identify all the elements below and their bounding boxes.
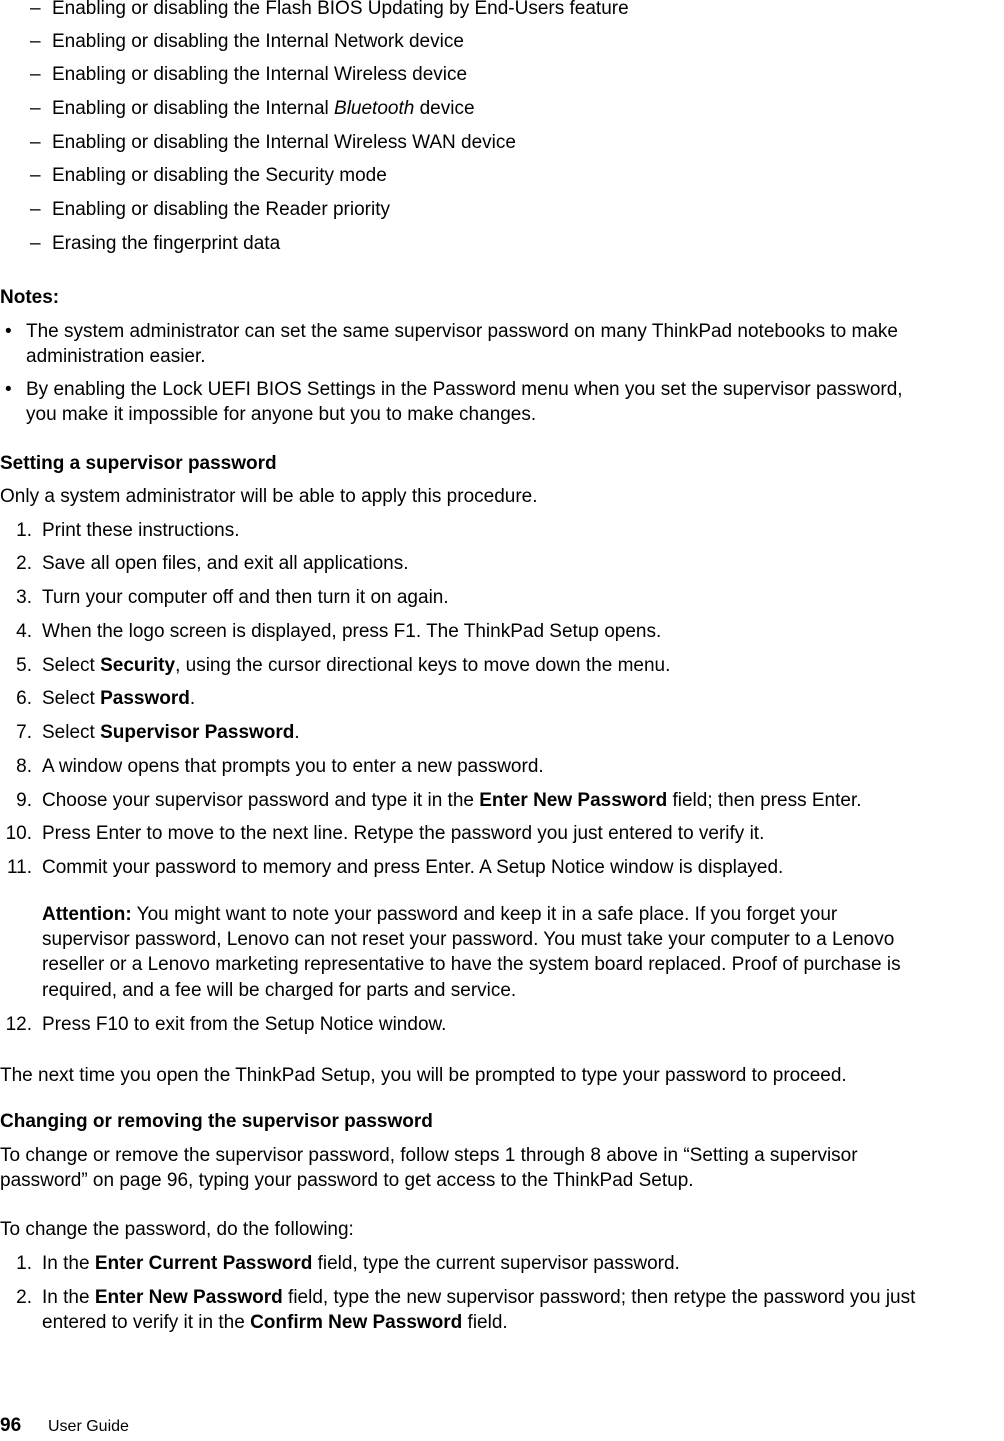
text-run: supervisor password, Lenovo can not reset your password. You must take your computer to a Lenovo [42, 929, 895, 950]
text-run: . [189, 688, 196, 709]
bold-term: Password [100, 688, 190, 709]
step-number: 1. [16, 1253, 32, 1274]
text-run: You might want to note your password and keep it in a safe place. If you forget your [131, 904, 838, 925]
list-item [0, 126, 1004, 160]
dash-bullet: – [30, 64, 41, 85]
step-text [42, 649, 670, 683]
list-item [0, 159, 1004, 193]
list-item [0, 315, 1004, 367]
step-text [42, 615, 661, 649]
step-text [42, 1306, 508, 1340]
text-run: Save all open files, and exit all applications. [42, 553, 409, 574]
changing-intro-line: password” on page 96, typing your password to get access to the ThinkPad Setup. [0, 1170, 694, 1191]
list-item [0, 649, 1004, 683]
dash-bullet: – [30, 98, 41, 119]
text-run: Commit your password to memory and press Enter. A Setup Notice window is displayed. [42, 857, 784, 878]
step-number: 9. [16, 790, 32, 811]
bold-term: Supervisor Password [100, 722, 295, 743]
step-number: 2. [16, 1287, 32, 1308]
text-run: reseller or a Lenovo marketing representative to have the system board replaced. Proof of purchase is [42, 954, 901, 975]
dash-bullet: – [30, 165, 41, 186]
text-run: . [294, 722, 300, 743]
list-item [0, 92, 1004, 126]
setting-heading: Setting a supervisor password [0, 453, 277, 474]
list-item-text: Enabling or disabling the Flash BIOS Updating by End-Users feature [52, 0, 629, 19]
bullet-mark: • [5, 379, 12, 400]
changing-intro-line: To change or remove the supervisor password, follow steps 1 through 8 above in “Setting a supervisor [0, 1145, 858, 1166]
note-line: By enabling the Lock UEFI BIOS Settings in the Password menu when you set the supervisor password, [26, 379, 903, 400]
step-text [42, 784, 862, 818]
list-item [0, 682, 1004, 716]
step-text [42, 682, 195, 716]
note-line: The system administrator can set the same supervisor password on many ThinkPad notebooks to make [26, 321, 898, 342]
bold-term: Enter New Password [479, 790, 668, 811]
list-item-text: Enabling or disabling the Reader priority [52, 199, 390, 220]
step-text [42, 750, 544, 784]
list-item [0, 547, 1004, 581]
list-item [0, 1247, 1004, 1281]
list-item-text: Enabling or disabling the Internal Wireless device [52, 64, 468, 85]
list-item-text: Enabling or disabling the Security mode [52, 165, 387, 186]
text-run: Select [42, 688, 101, 709]
notes-heading: Notes: [0, 287, 60, 308]
italic-term: Bluetooth [334, 98, 415, 119]
bold-term: Confirm New Password [250, 1312, 463, 1333]
setting-intro: Only a system administrator will be able to apply this procedure. [0, 486, 538, 507]
step-number: 6. [16, 688, 32, 709]
text-run: device [414, 98, 475, 119]
step-text [42, 716, 300, 750]
step-text: Press F10 to exit from the Setup Notice window. [42, 1014, 447, 1035]
step-number: 8. [16, 756, 32, 777]
list-item [0, 25, 1004, 59]
step-number: 1. [16, 520, 32, 541]
list-item [0, 817, 1004, 851]
list-item [0, 615, 1004, 649]
list-item [0, 58, 1004, 92]
step-number: 7. [16, 722, 32, 743]
text-run: Choose your supervisor password and type it in the [42, 790, 480, 811]
step-number: 4. [16, 621, 32, 642]
bold-term: Security [100, 655, 176, 676]
text-run: When the logo screen is displayed, press F1. The ThinkPad Setup opens. [42, 621, 662, 642]
step-text [42, 547, 409, 581]
step-text [42, 581, 449, 615]
text-run: Print these instructions. [42, 520, 240, 541]
text-run: field, type the current supervisor password. [312, 1253, 680, 1274]
step-text [42, 514, 239, 548]
list-item [0, 373, 1004, 425]
list-item [0, 784, 1004, 818]
list-item-text: Enabling or disabling the Internal Network device [52, 31, 464, 52]
step-number: 11. [6, 857, 32, 878]
text-run: In the [42, 1253, 95, 1274]
text-run: Press Enter to move to the next line. Retype the password you just entered to verify it. [42, 823, 765, 844]
bold-term: Enter New Password [94, 1287, 283, 1308]
attention-line [42, 974, 516, 1008]
changing-heading: Changing or removing the supervisor password [0, 1111, 433, 1132]
text-run: field; then press Enter. [667, 790, 862, 811]
setting-outro: The next time you open the ThinkPad Setup, you will be prompted to type your password to proceed. [0, 1065, 847, 1086]
step-text [42, 1247, 680, 1281]
bold-term: Enter Current Password [94, 1253, 313, 1274]
list-item [0, 0, 1004, 26]
step-number: 5. [16, 655, 32, 676]
dash-bullet: – [30, 233, 41, 254]
list-item-text [52, 92, 475, 126]
dash-bullet: – [30, 132, 41, 153]
step-number: 3. [16, 587, 32, 608]
text-run: Select [42, 655, 101, 676]
dash-bullet: – [30, 199, 41, 220]
list-item-text: Erasing the fingerprint data [52, 233, 281, 254]
step-number: 10. [5, 823, 32, 844]
list-item [0, 514, 1004, 548]
list-item [0, 193, 1004, 227]
dash-bullet: – [30, 0, 41, 19]
text-run: Turn your computer off and then turn it on again. [42, 587, 449, 608]
bullet-mark: • [5, 321, 12, 342]
changing-lead: To change the password, do the following: [0, 1219, 354, 1240]
list-item-text: Enabling or disabling the Internal Wireless WAN device [52, 132, 516, 153]
attention-label: Attention: [42, 904, 132, 925]
list-item [0, 750, 1004, 784]
step-text [42, 817, 764, 851]
text-run: field. [462, 1312, 508, 1333]
text-run: required, and a fee will be charged for parts and service. [42, 980, 517, 1001]
text-run: entered to verify it in the [42, 1312, 251, 1333]
footer-label: User Guide [48, 1418, 129, 1435]
list-item [0, 227, 1004, 261]
step-number: 2. [16, 553, 32, 574]
note-line: administration easier. [26, 346, 206, 367]
step-number: 12. [5, 1014, 32, 1035]
page-number: 96 [0, 1415, 22, 1436]
dash-bullet: – [30, 31, 41, 52]
list-item [0, 851, 1004, 885]
text-run: , using the cursor directional keys to move down the menu. [175, 655, 671, 676]
list-item [0, 1281, 1004, 1333]
text-run: A window opens that prompts you to enter a new password. [42, 756, 544, 777]
text-run: In the [42, 1287, 95, 1308]
list-item [0, 581, 1004, 615]
step-text [42, 851, 783, 885]
note-line: you make it impossible for anyone but you to make changes. [26, 404, 537, 425]
text-run: Select [42, 722, 101, 743]
text-run: field, type the new supervisor password; then retype the password you just [282, 1287, 916, 1308]
list-item [0, 716, 1004, 750]
list-item [0, 1008, 1004, 1042]
text-run: Enabling or disabling the Internal [52, 98, 335, 119]
